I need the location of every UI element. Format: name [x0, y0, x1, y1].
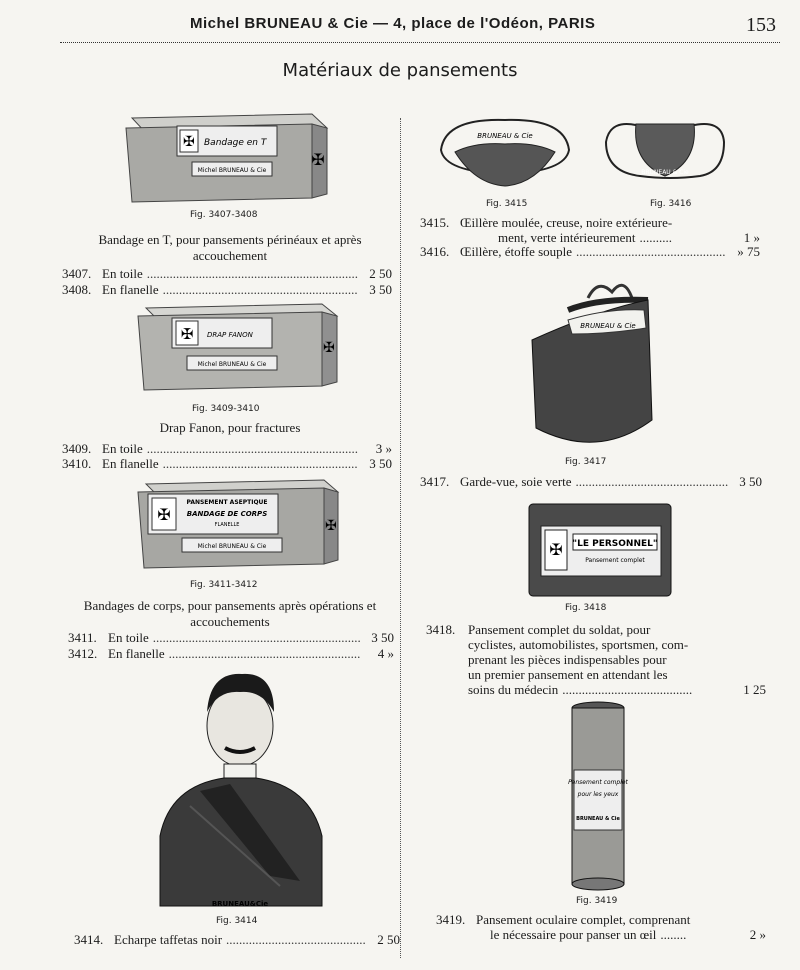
- list-item: 3407. En toile ..... 2 50: [62, 266, 392, 282]
- svg-text:Michel BRUNEAU & Cie: Michel BRUNEAU & Cie: [197, 361, 267, 368]
- drap-fanon-caption: Drap Fanon, pour fractures: [159, 420, 301, 435]
- svg-text:Michel BRUNEAU & Cie: Michel BRUNEAU & Cie: [197, 167, 267, 174]
- eye-patch-3415-image: [435, 112, 575, 192]
- svg-text:BANDAGE DE CORPS: BANDAGE DE CORPS: [186, 510, 268, 518]
- fig-3407-caption: Fig. 3407-3408: [190, 210, 258, 220]
- item-3418: 3418. Pansement complet du soldat, pour cyclistes, automobilistes, sportsmen, com- prenant les pièces indispensables pour un premier pansement en attendant les soins du médecin ........................................ 1 25: [426, 622, 766, 697]
- fig-3415-caption: Fig. 3415: [486, 199, 528, 209]
- fig-3417-caption: Fig. 3417: [565, 457, 607, 467]
- item-3415: 3415. Œillère moulée, creuse, noire extérieure- ment, verte intérieurement .......... 1 »: [420, 215, 760, 245]
- list-item: 3412. En flanelle ..... 4 »: [68, 646, 394, 662]
- sling-illustration: [150, 666, 330, 911]
- page-number: 153: [746, 14, 776, 36]
- eye-patch-3416-image: [600, 112, 730, 190]
- svg-text:Michel BRUNEAU & Cie: Michel BRUNEAU & Cie: [197, 543, 267, 550]
- item-3419: 3419. Pansement oculaire complet, comprenant le nécessaire pour panser un œil ........ 2 »: [436, 912, 766, 942]
- column-divider: [400, 118, 401, 958]
- svg-text:DRAP FANON: DRAP FANON: [207, 331, 253, 339]
- svg-text:BRUNEAU&Cie: BRUNEAU&Cie: [211, 900, 269, 908]
- svg-text:BRUNEAU & Cie: BRUNEAU & Cie: [576, 816, 620, 822]
- page-header: [60, 12, 780, 43]
- list-item: 3410. En flanelle ..... 3 50: [62, 456, 392, 472]
- bandage-corps-caption: Bandages de corps, pour pansements après opérations et accouchements: [83, 598, 377, 629]
- svg-text:PANSEMENT ASEPTIQUE: PANSEMENT ASEPTIQUE: [186, 499, 268, 506]
- fig-3414-caption: Fig. 3414: [216, 916, 258, 926]
- header-title: Michel BRUNEAU & Cie — 4, place de l'Odéon, PARIS: [190, 15, 596, 32]
- svg-text:✠: ✠: [549, 540, 563, 559]
- svg-text:Bandage en T: Bandage en T: [204, 138, 267, 148]
- svg-text:✠: ✠: [325, 518, 337, 534]
- svg-text:✠: ✠: [180, 325, 194, 343]
- fig-3416-caption: Fig. 3416: [650, 199, 692, 209]
- first-aid-packet-image: [525, 500, 675, 600]
- fig-3419-caption: Fig. 3419: [576, 896, 618, 906]
- svg-text:FLANELLE: FLANELLE: [214, 522, 240, 528]
- svg-text:Pansement complet: Pansement complet: [585, 557, 645, 564]
- page-title: Matériaux de pansements: [282, 60, 518, 81]
- svg-text:✠: ✠: [311, 150, 325, 169]
- list-item: 3408. En flanelle ..... 3 50: [62, 282, 392, 298]
- bandage-t-box-image: [122, 110, 332, 210]
- fig-3411-caption: Fig. 3411-3412: [190, 580, 258, 590]
- list-item: 3414. Echarpe taffetas noir ..... 2 50: [74, 932, 400, 948]
- svg-text:✠: ✠: [157, 505, 171, 524]
- item-3416: 3416. Œillère, étoffe souple ..... » 75: [420, 244, 760, 260]
- list-item: 3411. En toile ..... 3 50: [68, 630, 394, 646]
- eye-dressing-tube-image: [566, 700, 630, 892]
- item-3417: 3417. Garde-vue, soie verte ..... 3 50: [420, 474, 762, 490]
- drap-fanon-box-image: [132, 300, 342, 398]
- fig-3418-caption: Fig. 3418: [565, 603, 607, 613]
- bandage-corps-box-image: [132, 476, 344, 578]
- svg-text:BRUNEAU & Cie: BRUNEAU & Cie: [641, 169, 689, 176]
- svg-text:pour les yeux: pour les yeux: [577, 791, 619, 798]
- svg-text:Pansement complet: Pansement complet: [568, 779, 628, 786]
- bandage-t-caption: Bandage en T, pour pansements périnéaux et après accouchement: [98, 232, 362, 263]
- visor-image: [528, 270, 670, 452]
- svg-text:"LE PERSONNEL": "LE PERSONNEL": [572, 539, 658, 549]
- svg-text:BRUNEAU & Cie: BRUNEAU & Cie: [477, 132, 533, 140]
- fig-3409-caption: Fig. 3409-3410: [192, 404, 260, 414]
- svg-text:✠: ✠: [323, 340, 335, 356]
- svg-text:BRUNEAU & Cie: BRUNEAU & Cie: [580, 322, 636, 330]
- svg-text:✠: ✠: [183, 134, 195, 150]
- list-item: 3409. En toile ..... 3 »: [62, 441, 392, 457]
